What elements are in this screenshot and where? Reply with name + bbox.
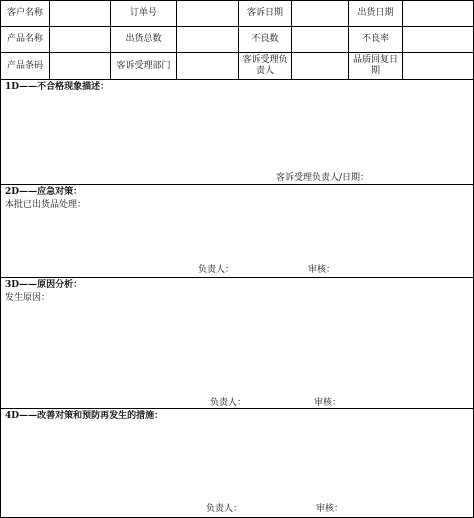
section-divider bbox=[0, 184, 474, 185]
value-defect-rate[interactable] bbox=[403, 27, 473, 52]
label-defect-rate: 不良率 bbox=[361, 34, 389, 44]
value-qa-reply-date[interactable] bbox=[403, 53, 473, 79]
value-total-shipped[interactable] bbox=[177, 27, 238, 52]
section-divider bbox=[0, 277, 474, 278]
section-2d-reviewer-label: 审核： bbox=[308, 265, 336, 275]
label-qa-reply-date: 品质回复日期 bbox=[352, 55, 398, 76]
value-customer-name[interactable] bbox=[50, 1, 110, 26]
section-2d-text: 本批已出货品处理： bbox=[5, 200, 87, 210]
section-3d-text: 发生原因： bbox=[5, 293, 51, 303]
section-2d-owner-label: 负责人： bbox=[198, 265, 235, 275]
label-order-number: 订单号 bbox=[129, 8, 157, 18]
section-3d-title: 3D——原因分析： bbox=[5, 280, 83, 290]
label-product-name: 产品名称 bbox=[6, 34, 43, 44]
section-4d-title: 4D——改善对策和预防再发生的措施： bbox=[5, 411, 164, 421]
value-complaint-dept[interactable] bbox=[177, 53, 238, 79]
section-2d-title: 2D——应急对策： bbox=[5, 187, 83, 197]
section-3d-reviewer-label: 审核： bbox=[314, 398, 342, 408]
body-border-left bbox=[0, 79, 1, 518]
table-row-divider bbox=[0, 79, 474, 80]
value-complaint-owner[interactable] bbox=[292, 53, 348, 79]
value-defect-count[interactable] bbox=[292, 27, 348, 52]
section-4d-owner-label: 负责人： bbox=[206, 504, 243, 514]
label-customer-name: 客户名称 bbox=[6, 8, 43, 18]
section-4d-reviewer-label: 审核： bbox=[316, 504, 344, 514]
value-complaint-date[interactable] bbox=[292, 1, 348, 26]
section-3d-owner-label: 负责人： bbox=[210, 398, 247, 408]
value-shipment-date[interactable] bbox=[403, 1, 473, 26]
label-product-barcode: 产品条码 bbox=[6, 60, 43, 71]
label-complaint-date: 客诉日期 bbox=[246, 8, 283, 18]
label-defect-count: 不良数 bbox=[251, 34, 279, 44]
label-shipment-date: 出货日期 bbox=[357, 8, 394, 18]
value-product-barcode[interactable] bbox=[50, 53, 110, 79]
value-order-number[interactable] bbox=[177, 1, 238, 26]
label-complaint-dept: 客诉受理部门 bbox=[116, 60, 171, 71]
label-complaint-owner: 客诉受理负责人 bbox=[242, 55, 288, 76]
label-total-shipped: 出货总数 bbox=[125, 34, 162, 44]
section-1d-signature-label: 客诉受理负责人/日期： bbox=[276, 173, 370, 183]
section-1d-title: 1D——不合格现象描述： bbox=[5, 82, 110, 92]
value-product-name[interactable] bbox=[50, 27, 110, 52]
